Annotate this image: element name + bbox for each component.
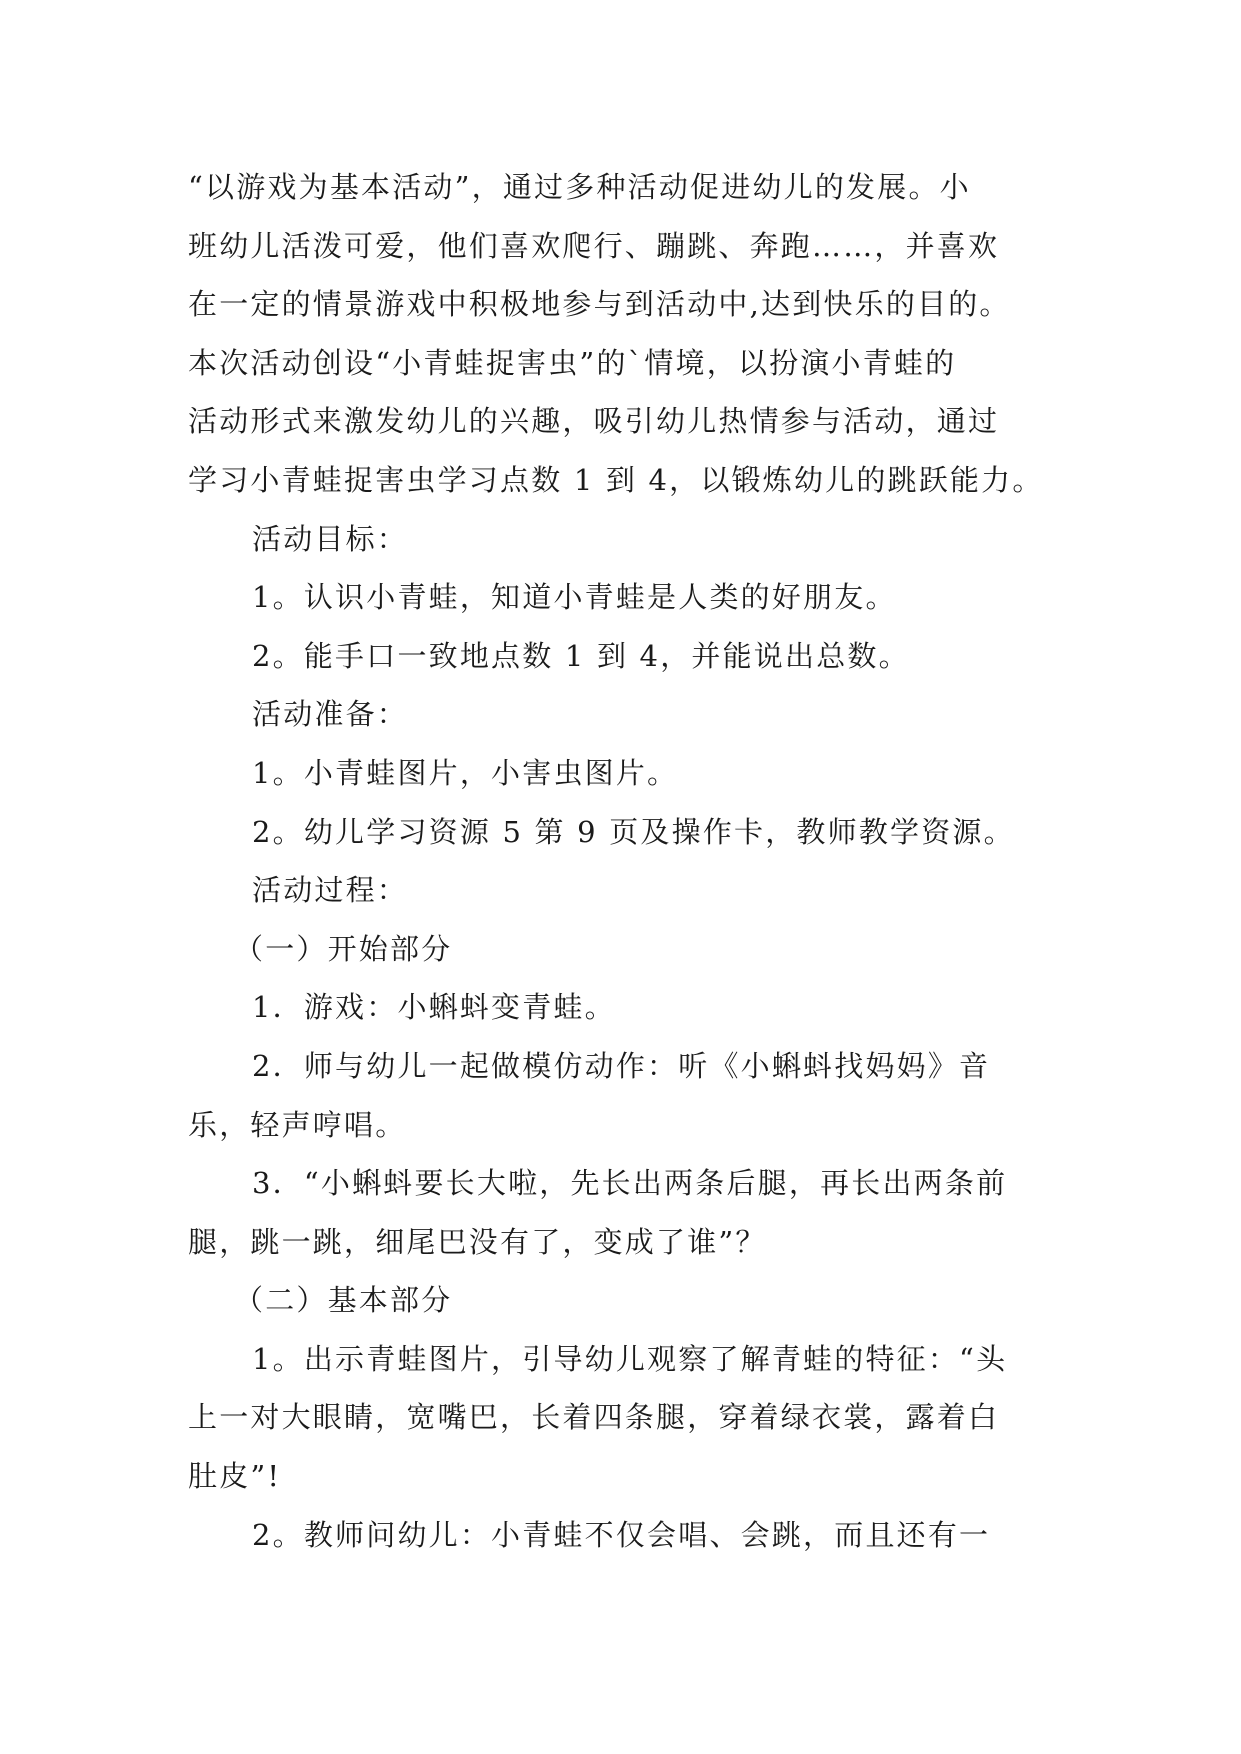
document-body [188,158,1088,1564]
subsection-heading-basic: （二）基本部分 [234,1283,453,1318]
list-item: 1．游戏：小蝌蚪变青蛙。 [252,990,616,1025]
text-line: 肚皮”! [188,1459,282,1494]
text-line: 本次活动创设“小青蛙捉害虫”的`情境，以扮演小青蛙的 [188,345,957,380]
text-line: 学习小青蛙捉害虫学习点数 1 到 4，以锻炼幼儿的跳跃能力。 [188,462,1044,497]
text-line: 上一对大眼睛，宽嘴巴，长着四条腿，穿着绿衣裳，露着白 [188,1400,1000,1435]
section-heading-process: 活动过程： [252,873,409,908]
list-item: 2．师与幼儿一起做模仿动作：听《小蝌蚪找妈妈》音 [252,1048,991,1083]
text-line: 班幼儿活泼可爱，他们喜欢爬行、蹦跳、奔跑……，并喜欢 [188,228,1000,263]
list-item: 1。小青蛙图片，小害虫图片。 [252,755,679,790]
section-heading-preparation: 活动准备： [252,697,409,732]
list-item: 2。能手口一致地点数 1 到 4，并能说出总数。 [252,638,910,673]
text-line: 乐，轻声哼唱。 [188,1107,407,1142]
subsection-heading-start: （一）开始部分 [234,931,453,966]
text-line: 腿，跳一跳，细尾巴没有了，变成了谁”？ [188,1224,767,1259]
list-item: 1。出示青蛙图片，引导幼儿观察了解青蛙的特征：“头 [252,1341,1008,1376]
section-heading-goals: 活动目标： [252,521,409,556]
text-line: 活动形式来激发幼儿的兴趣，吸引幼儿热情参与活动，通过 [188,404,1000,439]
list-item: 2。教师问幼儿：小青蛙不仅会唱、会跳，而且还有一 [252,1517,991,1552]
list-item: 1。认识小青蛙，知道小青蛙是人类的好朋友。 [252,580,897,615]
text-line: “以游戏为基本活动”，通过多种活动促进幼儿的发展。小 [188,170,971,204]
list-item: 2。幼儿学习资源 5 第 9 页及操作卡，教师教学资源。 [252,814,1015,849]
list-item: 3．“小蝌蚪要长大啦，先长出两条后腿，再长出两条前 [252,1166,1008,1201]
text-line: 在一定的情景游戏中积极地参与到活动中,达到快乐的目的。 [188,287,1011,322]
